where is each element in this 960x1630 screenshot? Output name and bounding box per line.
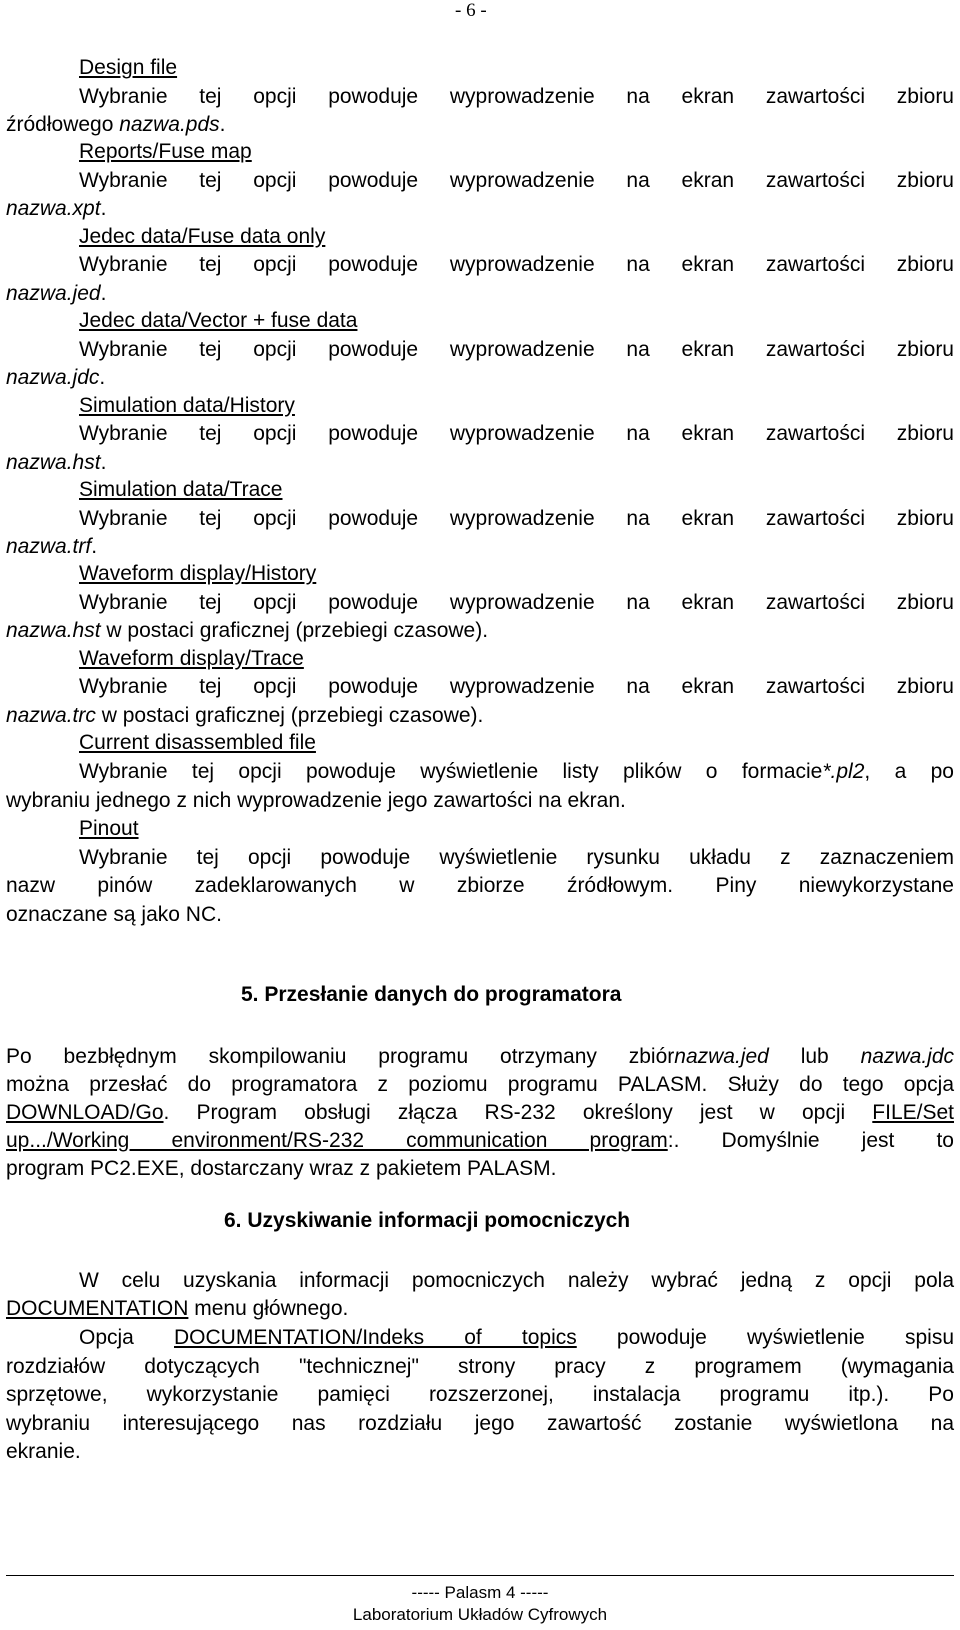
option-desc-pinout-cont: oznaczane są jako NC. [6, 903, 222, 926]
section-5-paragraph [6, 1042, 954, 1071]
option-title: Simulation data/History [79, 393, 295, 417]
desc-text: Wybranie tej opcji powoduje wyświetlenie listy plików o formacie [79, 760, 823, 783]
text: . [219, 113, 226, 136]
file-name: nazwa.jed [674, 1045, 769, 1068]
section-5-paragraph [6, 1098, 954, 1127]
menu-path-working-env: up.../Working environment/RS-232 communication program [6, 1129, 668, 1152]
option-title: Design file [79, 56, 178, 79]
option-description-cont [6, 448, 954, 477]
option-title-pinout: Pinout [79, 817, 139, 840]
section-5-paragraph: program PC2.EXE, dostarczany wraz z pakietem PALASM. [6, 1157, 557, 1180]
text: lub [768, 1045, 861, 1068]
option-desc-pinout: Wybranie tej opcji powoduje wyświetlenie rysunku układu z zaznaczeniem [79, 846, 954, 869]
option-title: Reports/Fuse map [79, 140, 252, 164]
text: w postaci graficznej (przebiegi czasowe). [95, 703, 484, 727]
option-title-disassembled: Current disassembled file [79, 731, 316, 754]
option-description-cont [6, 701, 954, 730]
file-name: nazwa.trf [6, 535, 92, 558]
section-6-paragraph: wybraniu interesującego nas rozdziału jego zawartość zostanie wyświetlona na [6, 1412, 954, 1435]
option-description-cont [6, 616, 954, 645]
menu-path-doc-index: DOCUMENTATION/Indeks of topics [174, 1326, 577, 1349]
footer-title: ----- Palasm 4 ----- [411, 1583, 549, 1602]
section-5-paragraph: można przesłać do programatora z poziomu programu PALASM. Służy do tego opcja [6, 1073, 954, 1096]
text: powoduje wyświetlenie spisu [576, 1326, 955, 1349]
footer-rule [6, 1575, 954, 1576]
text: . [100, 450, 107, 474]
file-name: nazwa.jdc [6, 366, 100, 390]
text: źródłowego [6, 113, 120, 136]
option-description: Wybranie tej opcji powoduje wyprowadzenie na ekran zawartości zbioru [79, 422, 954, 446]
option-description: Wybranie tej opcji powoduje wyprowadzenie na ekran zawartości zbioru [79, 337, 954, 361]
option-description-cont [6, 532, 954, 561]
text: . Program obsługi złącza RS-232 określony jest w opcji [163, 1101, 873, 1124]
option-desc-disassembled-cont: wybraniu jednego z nich wyprowadzenie jego zawartości na ekran. [6, 789, 626, 812]
file-name: nazwa.pds [119, 113, 220, 136]
option-title: Jedec data/Vector + fuse data [79, 309, 358, 333]
section-6-paragraph [79, 1323, 954, 1352]
file-name: nazwa.jdc [860, 1045, 954, 1068]
desc-text: , a po [864, 760, 954, 783]
text: . [100, 281, 107, 305]
option-description-cont [6, 194, 954, 223]
file-name: nazwa.hst [6, 450, 101, 474]
option-description: Wybranie tej opcji powoduje wyprowadzenie na ekran zawartości zbioru [79, 506, 954, 530]
option-description: Wybranie tej opcji powoduje wyprowadzenie na ekran zawartości zbioru [79, 168, 954, 192]
section-6-paragraph: ekranie. [6, 1440, 81, 1463]
section-6-heading: 6. Uzyskiwanie informacji pomocniczych [224, 1209, 631, 1232]
option-description: Wybranie tej opcji powoduje wyprowadzenie na ekran zawartości zbioru [79, 253, 954, 277]
text: Po bezbłędnym skompilowaniu programu otrzymany zbiór [6, 1045, 675, 1068]
option-title: Simulation data/Trace [79, 478, 283, 501]
section-5-paragraph [6, 1126, 954, 1155]
text: . [100, 197, 107, 221]
file-name: nazwa.trc [6, 703, 96, 727]
option-title: Jedec data/Fuse data only [79, 224, 326, 248]
text: :. Domyślnie jest to [667, 1129, 954, 1152]
menu-path-documentation: DOCUMENTATION [6, 1297, 189, 1320]
text: w postaci graficznej (przebiegi czasowe). [100, 619, 489, 643]
footer-lab: Laboratorium Układów Cyfrowych [352, 1605, 608, 1624]
option-description-cont [6, 363, 954, 392]
option-description-cont [6, 279, 954, 308]
file-name: nazwa.xpt [6, 197, 101, 221]
file-name: nazwa.hst [6, 619, 101, 643]
section-6-paragraph: W celu uzyskania informacji pomocniczych należy wybrać jedną z opcji pola [79, 1269, 954, 1292]
section-6-paragraph: sprzętowe, wykorzystanie pamięci rozszerzonej, instalacja programu itp.). Po [6, 1383, 954, 1406]
text: . [91, 535, 98, 558]
section-6-paragraph [6, 1294, 954, 1323]
text: . [99, 366, 106, 390]
option-description: Wybranie tej opcji powoduje wyprowadzenie na ekran zawartości zbioru [79, 84, 954, 108]
option-title: Waveform display/Trace [79, 646, 304, 670]
text: menu głównego. [188, 1297, 349, 1320]
section-6-paragraph: rozdziałów dotyczących "technicznej" strony pracy z programem (wymagania [6, 1355, 954, 1378]
option-description: Wybranie tej opcji powoduje wyprowadzenie na ekran zawartości zbioru [79, 675, 954, 699]
option-description: Wybranie tej opcji powoduje wyprowadzenie na ekran zawartości zbioru [79, 590, 954, 614]
option-desc-pinout-cont: nazw pinów zadeklarowanych w zbiorze źródłowym. Piny niewykorzystane [6, 874, 954, 897]
text: Opcja [79, 1326, 175, 1349]
menu-path-file-setup: FILE/Set [872, 1101, 954, 1124]
file-name: nazwa.jed [6, 281, 101, 305]
section-5-heading: 5. Przesłanie danych do programatora [241, 983, 622, 1006]
menu-path-download: DOWNLOAD/Go [6, 1101, 164, 1124]
page-number: - 6 - [455, 0, 487, 21]
option-title: Waveform display/History [79, 562, 317, 586]
option-description-cont [6, 110, 954, 139]
option-desc-disassembled [79, 757, 954, 786]
file-name: *.pl2 [822, 760, 865, 783]
